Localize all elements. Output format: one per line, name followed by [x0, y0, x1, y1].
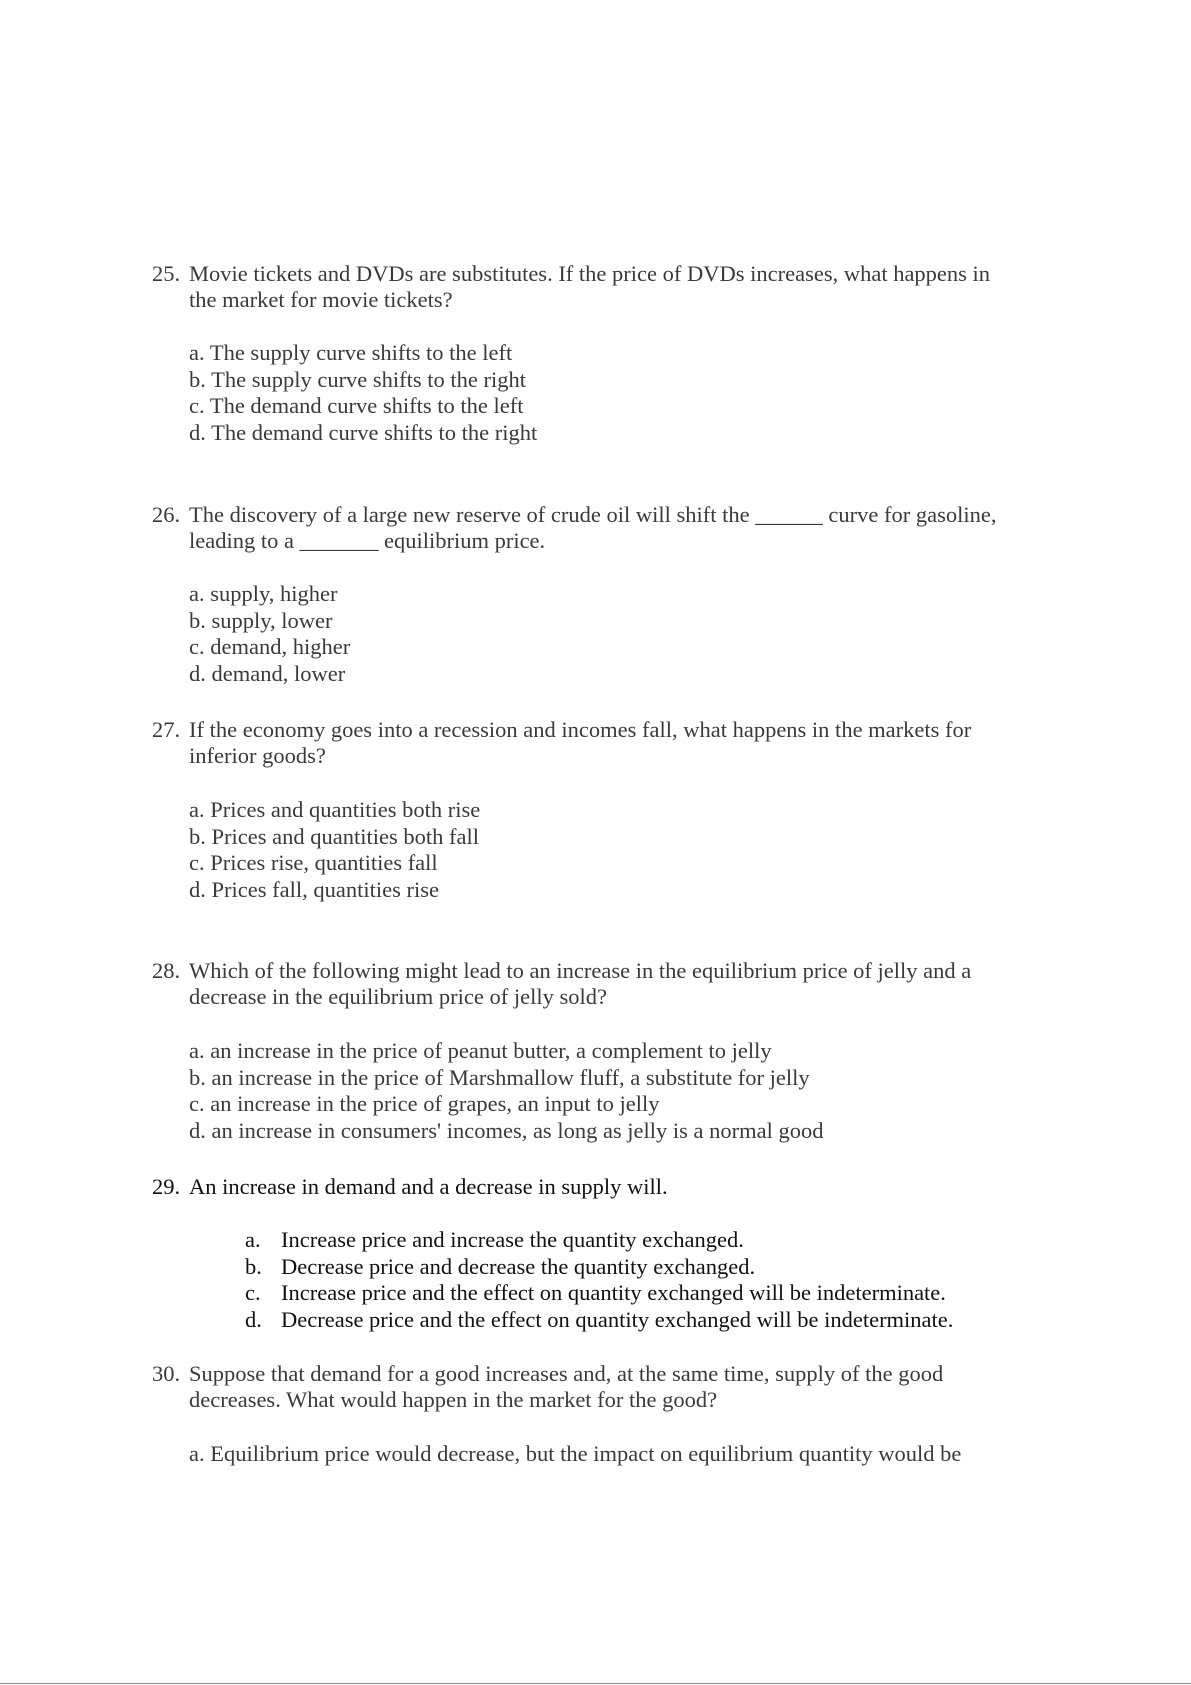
option-a: a. Equilibrium price would decrease, but the impact on equilibrium quantity would be	[189, 1441, 962, 1466]
question-29	[152, 1174, 1052, 1333]
option-b: b. supply, lower	[189, 607, 333, 633]
question-number: 30.	[152, 1361, 181, 1386]
answer-options	[189, 1038, 1052, 1144]
question-28	[152, 958, 1052, 1144]
page-bottom-rule	[0, 1683, 1191, 1684]
question-stem	[189, 261, 1052, 313]
option-letter: c.	[245, 1280, 261, 1305]
question-stem	[189, 1174, 1052, 1200]
answer-options	[189, 581, 1052, 687]
question-number: 29.	[152, 1174, 181, 1199]
question-number: 25.	[152, 261, 181, 286]
option-text: Increase price and the effect on quantity exchanged will be indeterminate.	[281, 1280, 946, 1305]
option-text: Decrease price and decrease the quantity exchanged.	[281, 1253, 756, 1279]
question-stem	[189, 958, 1052, 1010]
option-d: d. Prices fall, quantities rise	[189, 876, 439, 902]
stem-line: decreases. What would happen in the market for the good?	[189, 1387, 718, 1412]
stem-line: An increase in demand and a decrease in supply will.	[189, 1174, 668, 1199]
option-b: b. Prices and quantities both fall	[189, 823, 479, 849]
question-stem	[189, 717, 1052, 769]
answer-options	[245, 1227, 1052, 1333]
option-letter: a.	[245, 1227, 261, 1252]
question-number: 27.	[152, 717, 181, 742]
option-c: c. demand, higher	[189, 634, 351, 659]
question-number: 26.	[152, 502, 181, 527]
stem-line: decrease in the equilibrium price of jelly sold?	[189, 984, 607, 1009]
option-d: d. The demand curve shifts to the right	[189, 419, 538, 445]
option-a	[245, 1227, 1052, 1254]
question-stem	[189, 1361, 1052, 1413]
stem-line: The discovery of a large new reserve of crude oil will shift the ______ curve for gasoline,	[189, 502, 997, 527]
option-d: d. demand, lower	[189, 660, 346, 686]
option-b: b. The supply curve shifts to the right	[189, 366, 527, 392]
option-a: a. supply, higher	[189, 581, 338, 606]
stem-line: the market for movie tickets?	[189, 287, 453, 312]
stem-line: Movie tickets and DVDs are substitutes. If the price of DVDs increases, what happens in	[189, 261, 991, 286]
option-a: a. an increase in the price of peanut butter, a complement to jelly	[189, 1038, 772, 1063]
answer-options	[189, 340, 1052, 446]
stem-line: inferior goods?	[189, 743, 326, 768]
option-c: c. Prices rise, quantities fall	[189, 850, 438, 875]
option-d	[245, 1307, 1052, 1334]
option-text: Decrease price and the effect on quantity exchanged will be indeterminate.	[281, 1306, 954, 1332]
option-c	[245, 1280, 1052, 1307]
question-25	[152, 261, 1052, 446]
option-b: b. an increase in the price of Marshmallow fluff, a substitute for jelly	[189, 1064, 810, 1090]
stem-line: Suppose that demand for a good increases and, at the same time, supply of the good	[189, 1361, 944, 1386]
answer-options	[189, 1441, 1052, 1468]
option-letter: d.	[245, 1306, 262, 1332]
option-b	[245, 1254, 1052, 1281]
option-c: c. an increase in the price of grapes, an input to jelly	[189, 1091, 660, 1116]
option-text: Increase price and increase the quantity exchanged.	[281, 1227, 744, 1252]
option-d: d. an increase in consumers' incomes, as long as jelly is a normal good	[189, 1117, 824, 1143]
question-27	[152, 717, 1052, 903]
stem-line: Which of the following might lead to an increase in the equilibrium price of jelly and a	[189, 958, 972, 983]
question-stem	[189, 502, 1052, 554]
stem-line: If the economy goes into a recession and incomes fall, what happens in the markets for	[189, 717, 972, 742]
option-letter: b.	[245, 1253, 262, 1279]
stem-line: leading to a _______ equilibrium price.	[189, 528, 546, 553]
question-26	[152, 502, 1052, 687]
answer-options	[189, 797, 1052, 903]
question-30	[152, 1361, 1052, 1468]
option-a: a. Prices and quantities both rise	[189, 797, 481, 822]
option-c: c. The demand curve shifts to the left	[189, 393, 524, 418]
question-number: 28.	[152, 958, 181, 983]
option-a: a. The supply curve shifts to the left	[189, 340, 513, 365]
